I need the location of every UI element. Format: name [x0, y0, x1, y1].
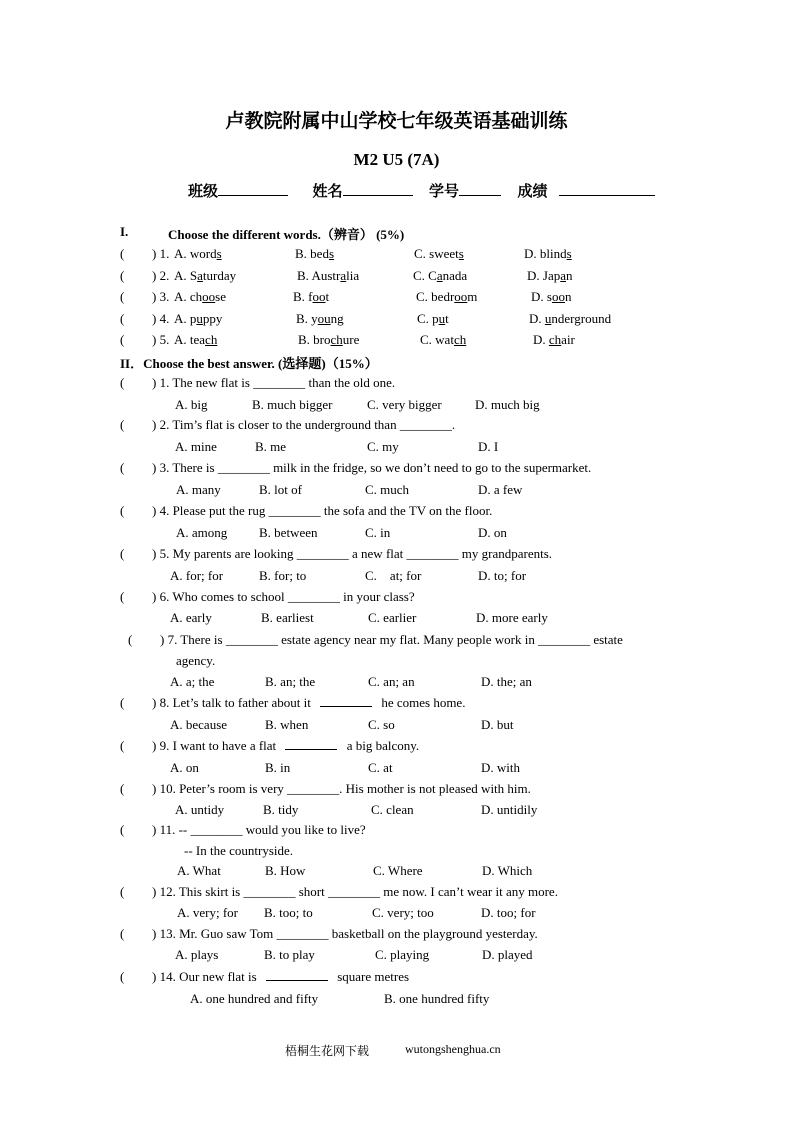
page-title: 卢教院附属中山学校七年级英语基础训练: [225, 110, 568, 132]
answer-bracket[interactable]: (: [120, 417, 125, 432]
page-subtitle: M2 U5 (7A): [353, 150, 440, 169]
section1-number: I.: [120, 224, 129, 239]
option: A. one hundred and fifty: [190, 991, 319, 1006]
option: B. an; the: [265, 674, 316, 689]
answer-blank[interactable]: [266, 969, 328, 981]
option: B. when: [265, 717, 309, 732]
option: D. Japan: [527, 268, 573, 283]
underlined-sound: ou: [317, 311, 331, 326]
option: A. Saturday: [174, 268, 237, 283]
underlined-sound: u: [196, 311, 203, 326]
question-stem-continuation: -- In the countryside.: [184, 843, 294, 858]
option: C. very bigger: [367, 397, 442, 412]
underlined-sound: oo: [454, 289, 468, 304]
underlined-sound: oo: [202, 289, 216, 304]
option: B. for; to: [259, 568, 307, 583]
underlined-sound: a: [340, 268, 347, 283]
answer-bracket[interactable]: (: [120, 311, 125, 326]
underlined-sound: ch: [205, 332, 218, 347]
answer-bracket[interactable]: (: [120, 781, 125, 796]
question-stem: ) 10. Peter’s room is very ________. His mother is not pleased with him.: [152, 781, 531, 796]
option: B. to play: [264, 947, 315, 962]
option: D. chair: [533, 332, 575, 347]
option: D. a few: [478, 482, 523, 497]
option: A. a; the: [170, 674, 215, 689]
option: D. Which: [482, 863, 533, 878]
question-stem: ) 6. Who comes to school ________ in your class?: [152, 589, 415, 604]
option: C. so: [368, 717, 395, 732]
option: C. put: [417, 311, 449, 326]
option: C. playing: [375, 947, 430, 962]
option: B. How: [265, 863, 306, 878]
student-info-row: [188, 180, 655, 201]
option: B. Australia: [297, 268, 360, 283]
question-stem: ) 4. Please put the rug ________ the sofa and the TV on the floor.: [152, 503, 493, 518]
option: B. me: [255, 439, 287, 454]
option: A. choose: [174, 289, 227, 304]
option: C. very; too: [372, 905, 434, 920]
student-id-label: 学号: [428, 182, 459, 200]
option: D. with: [481, 760, 520, 775]
option: A. among: [176, 525, 228, 540]
option: C. watch: [420, 332, 467, 347]
underlined-sound: ch: [330, 332, 343, 347]
question-stem: ) 12. This skirt is ________ short ________ me now. I can’t wear it any more.: [152, 884, 558, 899]
option: B. tidy: [263, 802, 299, 817]
option: D. untidily: [481, 802, 538, 817]
answer-bracket[interactable]: (: [120, 695, 125, 710]
option: A. plays: [175, 947, 219, 962]
answer-bracket[interactable]: (: [120, 289, 125, 304]
underlined-sound: oo: [312, 289, 326, 304]
question-stem: ) 1. The new flat is ________ than the old one.: [152, 375, 396, 390]
answer-bracket[interactable]: (: [120, 969, 125, 984]
option: C. in: [365, 525, 391, 540]
option: D. but: [481, 717, 514, 732]
question-number: ) 3.: [152, 289, 170, 304]
option: A. on: [170, 760, 199, 775]
option: A. because: [170, 717, 228, 732]
option: A. for; for: [170, 568, 224, 583]
option: A. mine: [175, 439, 217, 454]
question-stem-continuation: agency.: [176, 653, 216, 668]
question-stem: ) 14. Our new flat is square metres: [152, 969, 410, 984]
option: B. in: [265, 760, 291, 775]
option: C. much: [365, 482, 410, 497]
answer-bracket[interactable]: (: [120, 926, 125, 941]
option: B. brochure: [298, 332, 360, 347]
underlined-sound: a: [197, 268, 203, 283]
option: C. sweets: [414, 246, 464, 261]
answer-bracket[interactable]: (: [120, 822, 125, 837]
option: A. untidy: [175, 802, 225, 817]
footer-site-name: 梧桐生花网下载: [285, 1044, 370, 1058]
option: B. one hundred fifty: [384, 991, 490, 1006]
question-number: ) 1.: [152, 246, 170, 261]
section1-title: Choose the different words.（辨音） (5%): [168, 227, 405, 242]
option: C. bedroom: [416, 289, 478, 304]
underlined-sound: ch: [453, 332, 467, 347]
underlined-sound: ch: [548, 332, 562, 347]
underlined-sound: a: [560, 268, 567, 283]
option: C. earlier: [368, 610, 417, 625]
option: D. the; an: [481, 674, 532, 689]
option: A. words: [174, 246, 222, 261]
option: B. between: [259, 525, 318, 540]
question-stem: ) 7. There is ________ estate agency near my flat. Many people work in ________ estate: [160, 632, 623, 647]
answer-bracket[interactable]: (: [128, 632, 133, 647]
option: D. much big: [475, 397, 540, 412]
option: A. many: [176, 482, 221, 497]
question-number: ) 4.: [152, 311, 170, 326]
option: A. teach: [174, 332, 218, 347]
option: C. at: [368, 760, 393, 775]
option: D. to; for: [478, 568, 527, 583]
option: C. Canada: [413, 268, 468, 283]
option: B. too; to: [264, 905, 313, 920]
question-stem: ) 13. Mr. Guo saw Tom ________ basketball on the playground yesterday.: [152, 926, 538, 941]
question-stem: ) 9. I want to have a flat a big balcony.: [152, 738, 420, 753]
class-field[interactable]: [218, 181, 288, 196]
option: B. young: [296, 311, 344, 326]
option: C. my: [367, 439, 399, 454]
class-label: 班级: [188, 182, 219, 200]
footer-site-url[interactable]: wutongshenghua.cn: [405, 1042, 501, 1056]
underlined-sound: s: [566, 246, 572, 261]
underlined-sound: s: [458, 246, 464, 261]
underlined-sound: u: [438, 311, 446, 326]
option: C. an; an: [368, 674, 415, 689]
option: D. played: [482, 947, 533, 962]
answer-blank[interactable]: [285, 738, 337, 750]
answer-bracket[interactable]: (: [120, 332, 125, 347]
option: D. I: [478, 439, 499, 454]
option: A. puppy: [174, 311, 223, 326]
question-number: ) 2.: [152, 268, 170, 283]
question-number: ) 5.: [152, 332, 170, 347]
answer-bracket[interactable]: (: [120, 268, 125, 283]
question-stem: ) 3. There is ________ milk in the fridge, so we don’t need to go to the supermarket.: [152, 460, 592, 475]
option: B. beds: [295, 246, 335, 261]
option: C. clean: [371, 802, 414, 817]
option: B. much bigger: [252, 397, 333, 412]
option: C. Where: [373, 863, 423, 878]
answer-blank[interactable]: [320, 695, 372, 707]
underlined-sound: oo: [551, 289, 565, 304]
answer-bracket[interactable]: (: [120, 460, 125, 475]
answer-bracket[interactable]: (: [120, 503, 125, 518]
option: D. underground: [529, 311, 612, 326]
option: D. on: [478, 525, 507, 540]
underlined-sound: a: [436, 268, 443, 283]
option: D. blinds: [524, 246, 572, 261]
name-field[interactable]: [343, 181, 413, 196]
question-stem: ) 2. Tim’s flat is closer to the underground than ________.: [152, 417, 456, 432]
option: D. more early: [476, 610, 548, 625]
underlined-sound: u: [544, 311, 552, 326]
question-stem: ) 8. Let’s talk to father about it he comes home.: [152, 695, 466, 710]
answer-bracket[interactable]: (: [120, 738, 125, 753]
option: D. soon: [531, 289, 572, 304]
answer-bracket[interactable]: (: [120, 246, 125, 261]
underlined-sound: s: [328, 246, 335, 261]
option: B. lot of: [259, 482, 302, 497]
answer-bracket[interactable]: (: [120, 884, 125, 899]
option: B. earliest: [261, 610, 314, 625]
answer-bracket[interactable]: (: [120, 589, 125, 604]
score-field[interactable]: [559, 181, 655, 196]
student-id-field[interactable]: [459, 181, 501, 196]
section2-title: II．Choose the best answer. (选择题)（15%）: [120, 356, 378, 371]
underlined-sound: s: [216, 246, 222, 261]
question-stem: ) 11. -- ________ would you like to live?: [152, 822, 366, 837]
option: B. foot: [293, 289, 330, 304]
option: A. What: [177, 863, 221, 878]
name-label: 姓名: [312, 182, 343, 200]
question-stem: ) 5. My parents are looking ________ a new flat ________ my grandparents.: [152, 546, 553, 561]
option: A. very; for: [177, 905, 239, 920]
option: C. at; for: [365, 568, 422, 583]
option: A. big: [175, 397, 208, 412]
answer-bracket[interactable]: (: [120, 375, 125, 390]
answer-bracket[interactable]: (: [120, 546, 125, 561]
option: D. too; for: [481, 905, 536, 920]
option: A. early: [170, 610, 212, 625]
score-label: 成绩: [517, 182, 548, 200]
